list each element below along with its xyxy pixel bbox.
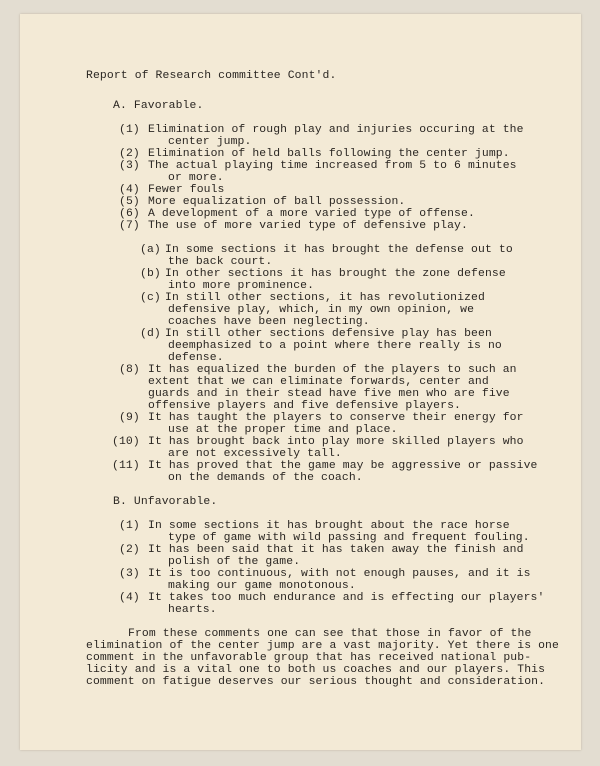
- subitem-text: coaches have been neglecting.: [168, 316, 370, 328]
- item-text: guards and in their stead have five men who are five: [148, 388, 510, 400]
- item-text: hearts.: [168, 604, 217, 616]
- item-text: A development of a more varied type of offense.: [148, 208, 475, 220]
- item-number: (3): [119, 160, 140, 172]
- item-text: center jump.: [168, 136, 252, 148]
- section-a-label: A. Favorable.: [113, 100, 204, 112]
- item-number: (5): [119, 196, 140, 208]
- item-text: or more.: [168, 172, 224, 184]
- item-text: More equalization of ball possession.: [148, 196, 406, 208]
- subitem-text: In still other sections, it has revolutionized: [165, 292, 485, 304]
- item-text: The actual playing time increased from 5 to 6 minutes: [148, 160, 517, 172]
- item-text: It has been said that it has taken away the finish and: [148, 544, 524, 556]
- item-text: Fewer fouls: [148, 184, 225, 196]
- item-text: Elimination of rough play and injuries occuring at the: [148, 124, 524, 136]
- item-number: (6): [119, 208, 140, 220]
- subitem-letter: (d): [140, 328, 161, 340]
- subitem-text: defense.: [168, 352, 224, 364]
- conclusion-line: elimination of the center jump are a vast majority. Yet there is one: [86, 640, 559, 652]
- item-text: Elimination of held balls following the center jump.: [148, 148, 510, 160]
- item-number: (9): [119, 412, 140, 424]
- section-b-label: B. Unfavorable.: [113, 496, 218, 508]
- item-text: The use of more varied type of defensive play.: [148, 220, 468, 232]
- item-text: It has proved that the game may be aggressive or passive: [148, 460, 538, 472]
- subitem-text: In some sections it has brought the defense out to: [165, 244, 513, 256]
- item-number: (2): [119, 544, 140, 556]
- item-text: offensive players and five defensive players.: [148, 400, 461, 412]
- subitem-text: In still other sections defensive play has been: [165, 328, 492, 340]
- item-text: use at the proper time and place.: [168, 424, 398, 436]
- subitem-text: deemphasized to a point where there really is no: [168, 340, 502, 352]
- item-text: on the demands of the coach.: [168, 472, 363, 484]
- item-text: In some sections it has brought about the race horse: [148, 520, 510, 532]
- subitem-letter: (c): [140, 292, 161, 304]
- subitem-letter: (a): [140, 244, 161, 256]
- conclusion-line: comment in the unfavorable group that has received national pub-: [86, 652, 532, 664]
- item-text: extent that we can eliminate forwards, center and: [148, 376, 489, 388]
- subitem-text: defensive play, which, in my own opinion, we: [168, 304, 475, 316]
- item-number: (10): [112, 436, 140, 448]
- item-text: It has taught the players to conserve their energy for: [148, 412, 524, 424]
- item-number: (8): [119, 364, 140, 376]
- conclusion-line: comment on fatigue deserves our serious thought and consideration.: [86, 676, 546, 688]
- item-text: type of game with wild passing and frequent fouling.: [168, 532, 530, 544]
- report-heading: Report of Research committee Cont'd.: [86, 70, 337, 82]
- conclusion-line: From these comments one can see that those in favor of the: [128, 628, 532, 640]
- item-text: It has brought back into play more skilled players who: [148, 436, 524, 448]
- item-number: (11): [112, 460, 140, 472]
- item-number: (2): [119, 148, 140, 160]
- conclusion-line: licity and is a vital one to both us coaches and our players. This: [86, 664, 546, 676]
- item-number: (4): [119, 184, 140, 196]
- subitem-text: the back court.: [168, 256, 273, 268]
- item-number: (3): [119, 568, 140, 580]
- subitem-text: into more prominence.: [168, 280, 315, 292]
- item-text: It is too continuous, with not enough pauses, and it is: [148, 568, 531, 580]
- item-number: (1): [119, 520, 140, 532]
- item-text: It has equalized the burden of the players to such an: [148, 364, 517, 376]
- item-text: polish of the game.: [168, 556, 301, 568]
- item-number: (7): [119, 220, 140, 232]
- item-number: (4): [119, 592, 140, 604]
- item-text: It takes too much endurance and is effecting our players': [148, 592, 545, 604]
- item-number: (1): [119, 124, 140, 136]
- subitem-letter: (b): [140, 268, 161, 280]
- subitem-text: In other sections it has brought the zone defense: [165, 268, 506, 280]
- item-text: making our game monotonous.: [168, 580, 356, 592]
- paper-page: [20, 14, 581, 750]
- item-text: are not excessively tall.: [168, 448, 342, 460]
